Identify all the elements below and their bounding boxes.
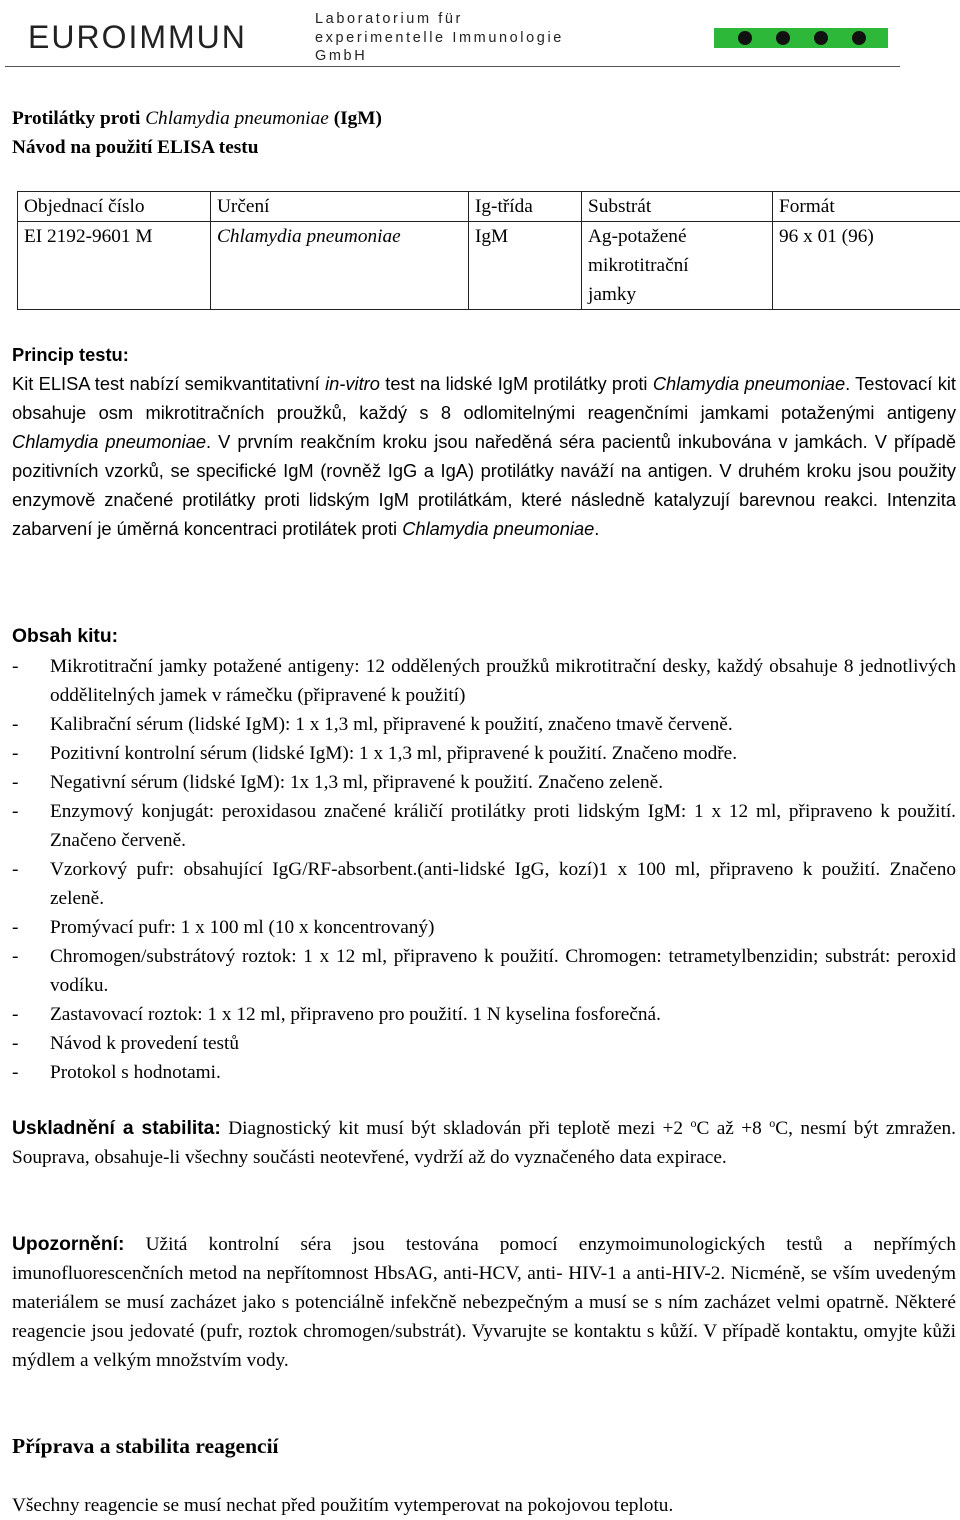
document-subtitle: Návod na použití ELISA testu [12, 137, 259, 158]
degree-mark: o [769, 1116, 776, 1130]
warning-text: Užitá kontrolní séra jsou testována pomocí enzymoimunologických testů a nepřímých imunofluorescenčních metod na nepřítomnost HbsAG, anti-HCV, anti- HIV-1 a anti-HIV-2. Nicméně, se vším uvedeným materiálem se musí zacházet jako s potenciálně infekčně nebezpečným a musí se s ním zacházet velmi opatrně. Některé reagencie jsou jedovaté (pufr, roztok chromogen/substrát). Vyvarujte se kontaktu s kůží. V případě kontaktu, omyjte kůži mýdlem a velkým množstvím vody. [12, 1234, 956, 1371]
list-item: - Vzorkový pufr: obsahující IgG/RF-absorbent.(anti-lidské IgG, kozí)1 x 100 ml, připraveno k použití. Značeno zeleně. [12, 855, 956, 913]
principle-text: Chlamydia pneumoniae [402, 518, 595, 539]
substrate-line: jamky [588, 284, 637, 305]
storage-heading: Uskladnění a stabilita: [12, 1118, 221, 1139]
table-header-cell: Určení [211, 192, 469, 222]
brand-dot [738, 31, 752, 45]
kit-heading [12, 622, 956, 651]
principle-text: . Testovací kit obsahuje osm mikrotitračních proužků, každý s 8 odlomitelnými reagenčními jamkami potaženými antigeny [12, 373, 956, 423]
list-item: - Mikrotitrační jamky potažené antigeny: 12 oddělených proužků mikrotitrační desky, každý obsahuje 8 jednotlivých oddělitelných jamek v rámečku (připravené k použití) [12, 652, 956, 710]
brand-dot [852, 31, 866, 45]
substrate [582, 222, 773, 310]
principle-text: test na lidské IgM protilátky proti [379, 373, 653, 394]
principle-text: . [594, 518, 600, 539]
title-organism: Chlamydia pneumoniae [145, 108, 329, 129]
prep-text: Všechny reagencie se musí nechat před použitím vytemperovat na pokojovou teplotu. [12, 1495, 674, 1516]
table-header-row [18, 192, 960, 222]
principle-text: in-vitro [325, 373, 380, 394]
storage-text: C až +8 [696, 1118, 770, 1139]
table-row [18, 222, 960, 310]
brand-dot [776, 31, 790, 45]
principle-text: Chlamydia pneumoniae [12, 431, 207, 452]
prep-heading: Příprava a stabilita reagencií [12, 1434, 279, 1458]
list-item: - Zastavovací roztok: 1 x 12 ml, připraveno pro použití. 1 N kyselina fosforečná. [12, 1000, 956, 1029]
principle-section [12, 340, 956, 543]
euroimmun-logo: EUROIMMUN [28, 19, 247, 55]
order-number: EI 2192-9601 M [18, 222, 211, 310]
list-item: - Protokol s hodnotami. [12, 1058, 956, 1087]
title-prefix: Protilátky proti [12, 108, 146, 129]
title-suffix: (IgM) [328, 108, 382, 129]
warning-section [12, 1230, 956, 1375]
document-title [12, 104, 382, 162]
kit-contents-list [12, 652, 956, 1087]
list-item: - Kalibrační sérum (lidské IgM): 1 x 1,3 ml, připravené k použití, značeno tmavě červeně. [12, 710, 956, 739]
list-item: - Enzymový konjugát: peroxidasou značené králičí protilátky proti lidským IgM: 1 x 12 ml, připraveno k použití. Značeno červeně. [12, 797, 956, 855]
principle-heading: Princip testu: [12, 344, 129, 365]
storage-text: C, nesmí být zmražen. Souprava, obsahuje-li všechny součásti neotevřené, vydrží až do vyznačeného data expirace. [12, 1118, 956, 1168]
lab-name-line1: Laboratorium für [315, 11, 463, 27]
designation-text: Chlamydia pneumoniae [217, 226, 401, 247]
substrate-line: Ag-potažené [588, 226, 687, 247]
lab-name-line2: experimentelle Immunologie [315, 29, 564, 46]
substrate-line: mikrotitrační [588, 255, 689, 276]
table-header-cell: Objednací číslo [18, 192, 211, 222]
brand-dot [814, 31, 828, 45]
storage-section [12, 1114, 956, 1172]
principle-text: Chlamydia pneumoniae [652, 373, 846, 394]
warning-heading: Upozornění: [12, 1234, 125, 1255]
degree-mark: o [690, 1116, 697, 1130]
brand-bar [714, 28, 888, 48]
storage-text: Diagnostický kit musí být skladován při teplotě mezi +2 [220, 1118, 691, 1139]
list-item: - Pozitivní kontrolní sérum (lidské IgM): 1 x 1,3 ml, připravené k použití. Značeno modře. [12, 739, 956, 768]
principle-text: Kit ELISA test nabízí semikvantitativní [12, 373, 326, 394]
table-header-cell: Formát [773, 192, 960, 222]
list-item: - Promývací pufr: 1 x 100 ml (10 x koncentrovaný) [12, 913, 956, 942]
ig-class: IgM [469, 222, 582, 310]
format: 96 x 01 (96) [773, 222, 960, 310]
header-divider [5, 66, 900, 67]
table-header-cell: Ig-třída [469, 192, 582, 222]
list-item: - Návod k provedení testů [12, 1029, 956, 1058]
table-header-cell: Substrát [582, 192, 773, 222]
designation [211, 222, 469, 310]
principle-text: . V prvním reakčním kroku jsou naředěná séra pacientů inkubována v jamkách. V případě pozitivních vzorků, se specifické IgM (rovněž IgG a IgA) protilátky naváží na antigen. V druhém kroku jsou použity enzymově značené protilátky proti lidským IgM protilátkám, které následně katalyzují barevnou reakci. Intenzita zabarvení je úměrná koncentraci protilátek proti [12, 431, 956, 539]
lab-name [315, 10, 564, 66]
page-header [0, 0, 960, 80]
list-item: - Negativní sérum (lidské IgM): 1x 1,3 ml, připravené k použití. Značeno zeleně. [12, 768, 956, 797]
list-item: - Chromogen/substrátový roztok: 1 x 12 ml, připraveno k použití. Chromogen: tetrametylbenzidin; substrát: peroxid vodíku. [12, 942, 956, 1000]
lab-name-line3: GmbH [315, 48, 368, 64]
kit-heading-text: Obsah kitu: [12, 626, 119, 647]
product-table [17, 191, 960, 310]
